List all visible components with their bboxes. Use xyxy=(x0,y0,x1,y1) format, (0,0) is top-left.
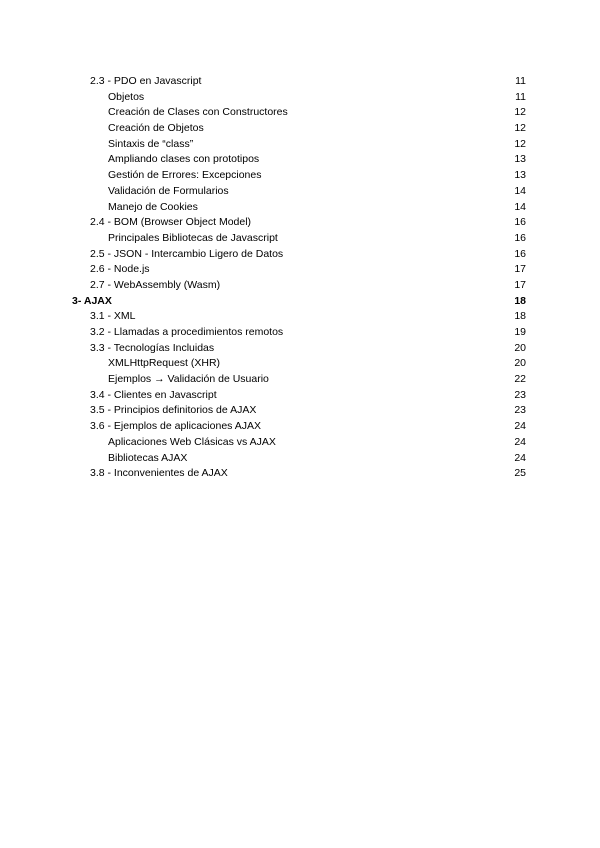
toc-entry-page: 16 xyxy=(514,216,526,229)
toc-entry-title: 3.2 - Llamadas a procedimientos remotos xyxy=(90,326,284,338)
toc-entry[interactable] xyxy=(0,90,600,106)
toc-entry-title: Ampliando clases con prototipos xyxy=(108,153,260,166)
toc-entry[interactable] xyxy=(0,215,600,231)
toc-entry-page: 24 xyxy=(514,420,526,433)
toc-entry-page: 12 xyxy=(514,122,526,135)
toc-entry-title: Creación de Objetos xyxy=(108,122,204,135)
toc-entry-title: Ejemplos → Validación de Usuario xyxy=(108,373,269,386)
toc-entry[interactable] xyxy=(0,466,600,482)
toc-entry[interactable] xyxy=(0,372,600,388)
toc-entry-title: 2.7 - WebAssembly (Wasm) xyxy=(90,278,221,291)
toc-entry-title: 2.3 - PDO en Javascript xyxy=(90,75,202,87)
toc-entry-page: 16 xyxy=(514,247,526,260)
toc-entry-title: 3.6 - Ejemplos de aplicaciones AJAX xyxy=(90,420,262,433)
toc-entry[interactable] xyxy=(0,262,600,278)
toc-entry-title: Aplicaciones Web Clásicas vs AJAX xyxy=(108,435,276,448)
toc-entry[interactable] xyxy=(0,231,600,247)
toc-entry-title: Bibliotecas AJAX xyxy=(108,451,188,464)
toc-entry[interactable] xyxy=(0,419,600,435)
toc-entry-page: 11 xyxy=(515,90,526,103)
toc-entry[interactable] xyxy=(0,325,600,341)
table-of-contents xyxy=(0,74,600,482)
toc-entry-title: 3.5 - Principios definitorios de AJAX xyxy=(90,404,257,417)
toc-entry-title: XMLHttpRequest (XHR) xyxy=(108,357,221,370)
toc-entry-title: Validación de Formularios xyxy=(108,184,229,197)
toc-entry-title: 2.4 - BOM (Browser Object Model) xyxy=(90,216,252,229)
toc-entry[interactable] xyxy=(0,74,600,90)
toc-entry-page: 13 xyxy=(514,153,526,166)
toc-entry-title: Creación de Clases con Constructores xyxy=(108,106,288,119)
toc-entry-title: 3.1 - XML xyxy=(90,310,136,323)
toc-entry-page: 14 xyxy=(514,184,526,197)
toc-entry[interactable] xyxy=(0,184,600,200)
toc-entry-title: 3.4 - Clientes en Javascript xyxy=(90,388,217,401)
toc-entry[interactable] xyxy=(0,356,600,372)
toc-chapter-page: 18 xyxy=(514,294,526,307)
toc-entry-page: 16 xyxy=(514,231,526,244)
toc-entry[interactable] xyxy=(0,278,600,294)
toc-entry-title: Principales Bibliotecas de Javascript xyxy=(108,231,278,244)
toc-entry[interactable] xyxy=(0,403,600,419)
toc-entry-page: 25 xyxy=(514,467,526,480)
toc-entry[interactable] xyxy=(0,121,600,137)
toc-entry-title: 3.8 - Inconvenientes de AJAX xyxy=(90,467,228,480)
toc-entry-page: 17 xyxy=(514,278,526,291)
toc-entry[interactable] xyxy=(0,200,600,216)
toc-entry-page: 18 xyxy=(514,310,526,323)
toc-entry[interactable] xyxy=(0,341,600,357)
toc-entry-page: 12 xyxy=(514,137,526,150)
toc-entry[interactable] xyxy=(0,105,600,121)
toc-entry-title: 2.5 - JSON - Intercambio Ligero de Datos xyxy=(90,247,284,260)
toc-entry-page: 20 xyxy=(514,341,526,354)
toc-entry-title: 3.3 - Tecnologías Incluidas xyxy=(90,341,215,354)
toc-entry-title: Gestión de Errores: Excepciones xyxy=(108,169,262,182)
toc-entry[interactable] xyxy=(0,247,600,263)
toc-entry-page: 22 xyxy=(514,373,526,386)
toc-entry[interactable] xyxy=(0,137,600,153)
toc-entry[interactable] xyxy=(0,309,600,325)
toc-entry[interactable] xyxy=(0,152,600,168)
toc-entry-page: 13 xyxy=(514,169,526,182)
toc-entry[interactable] xyxy=(0,388,600,404)
toc-entry-title: Manejo de Cookies xyxy=(108,200,198,213)
toc-entry-page: 17 xyxy=(514,263,526,276)
toc-entry-page: 23 xyxy=(514,404,526,417)
toc-entry-page: 20 xyxy=(514,357,526,370)
toc-entry-title: Objetos xyxy=(108,90,145,103)
toc-entry-page: 23 xyxy=(514,388,526,401)
toc-entry-page: 24 xyxy=(514,451,526,464)
toc-entry-page: 19 xyxy=(514,326,526,338)
toc-entry[interactable] xyxy=(0,435,600,451)
toc-entry-title: Sintaxis de “class” xyxy=(108,137,194,150)
toc-entry-page: 12 xyxy=(514,106,526,119)
toc-entry-page: 11 xyxy=(515,75,526,87)
toc-entry-title: 2.6 - Node.js xyxy=(90,263,150,276)
toc-entry[interactable] xyxy=(0,451,600,467)
toc-entry-page: 14 xyxy=(514,200,526,213)
toc-chapter-title: 3- AJAX xyxy=(72,294,112,307)
toc-entry-page: 24 xyxy=(514,435,526,448)
toc-chapter-entry[interactable] xyxy=(0,294,600,310)
toc-entry[interactable] xyxy=(0,168,600,184)
